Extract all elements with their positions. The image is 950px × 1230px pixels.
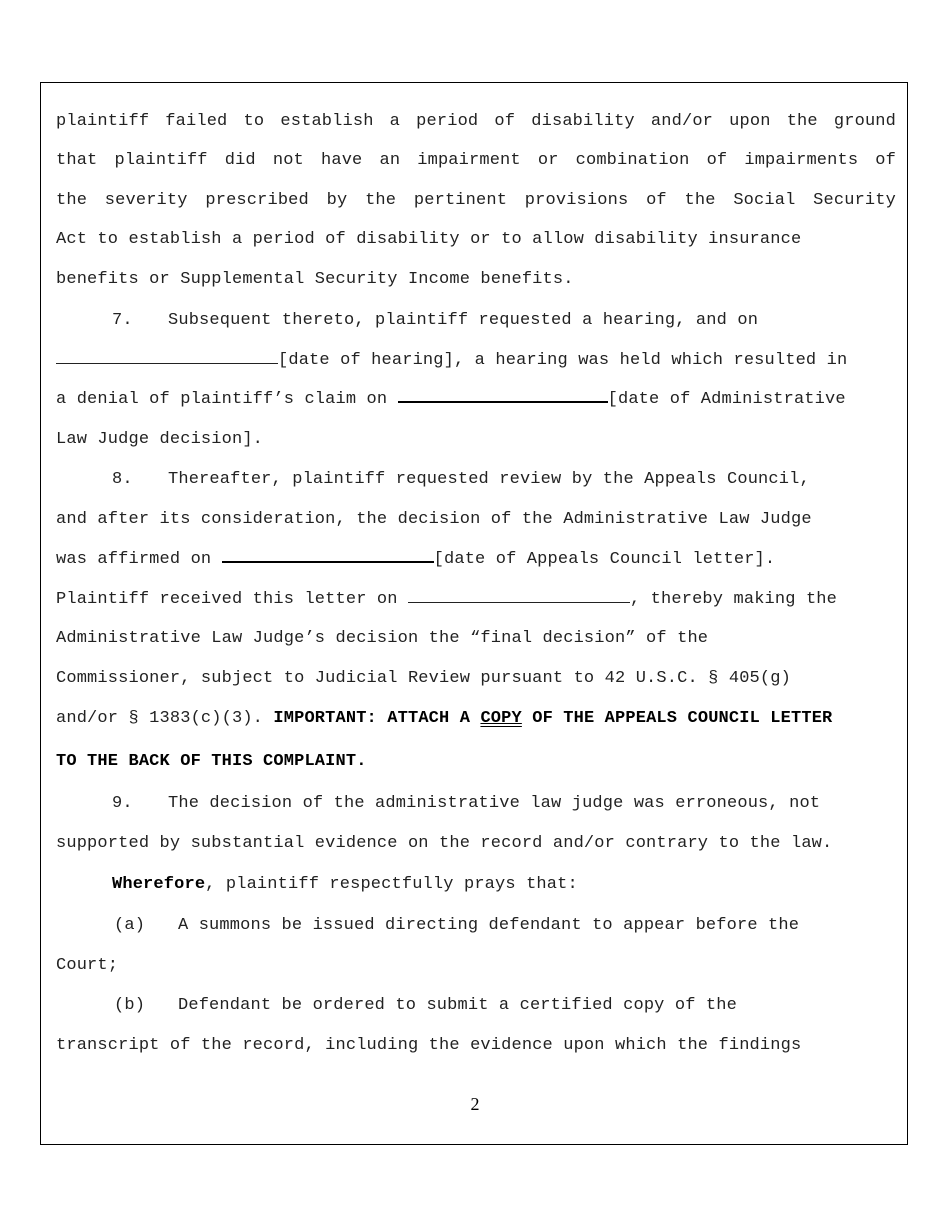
wherefore-bold: Wherefore [112, 875, 206, 894]
page-number: 2 [470, 1094, 480, 1114]
para8-line6: Commissioner, subject to Judicial Review pursuant to 42 U.S.C. § 405(g) [56, 669, 791, 688]
item-a-label: (a) [114, 916, 146, 935]
para8-line2: and after its consideration, the decision of the Administrative Law Judge [56, 510, 812, 529]
important-notice-b: OF THE APPEALS COUNCIL LETTER [521, 709, 833, 728]
item-b-line2: transcript of the record, including the evidence upon which the findings [56, 1036, 802, 1055]
para8-line3 [56, 540, 775, 580]
para6-line1: plaintiff failed to establish a period of disability and/or upon the ground [56, 112, 896, 131]
para8-line4 [56, 580, 837, 620]
para8-line7-text: and/or § 1383(c)(3). [56, 709, 274, 728]
important-notice-line2: TO THE BACK OF THIS COMPLAINT. [56, 752, 367, 771]
item-b-line1: Defendant be ordered to submit a certified copy of the [178, 996, 737, 1015]
date-of-appeals-council-letter-blank[interactable] [222, 560, 434, 563]
para8-number: 8. [112, 470, 133, 489]
para9-line2: supported by substantial evidence on the record and/or contrary to the law. [56, 834, 833, 853]
para6-line5: benefits or Supplemental Security Income benefits. [56, 270, 574, 289]
date-of-hearing-blank[interactable] [56, 362, 278, 364]
para7-line3-text: a denial of plaintiff’s claim on [56, 390, 398, 409]
para7-line2 [56, 341, 847, 381]
item-b-label: (b) [114, 996, 146, 1015]
para7-line2-text: [date of hearing], a hearing was held which resulted in [278, 351, 848, 370]
para7-number: 7. [112, 311, 133, 330]
item-a-line1: A summons be issued directing defendant to appear before the [178, 916, 800, 935]
para6-line4: Act to establish a period of disability or to allow disability insurance [56, 230, 802, 249]
para8-line7 [56, 699, 832, 739]
para8-line5: Administrative Law Judge’s decision the “final decision” of the [56, 629, 709, 648]
important-notice-a: IMPORTANT: ATTACH A [273, 709, 481, 728]
para6-line2: that plaintiff did not have an impairment or combination of impairments of [56, 151, 896, 170]
para8-line3-text: was affirmed on [56, 550, 222, 569]
para8-line4-text: Plaintiff received this letter on [56, 590, 408, 609]
para9-number: 9. [112, 794, 133, 813]
date-of-alj-decision-blank[interactable] [398, 400, 608, 403]
para7-line4: Law Judge decision]. [56, 430, 264, 449]
para7-line3 [56, 380, 846, 420]
important-notice-copy: COPY [480, 709, 522, 728]
para8-line1: Thereafter, plaintiff requested review by the Appeals Council, [168, 470, 810, 489]
wherefore-line [112, 865, 578, 905]
para8-line3-tail: [date of Appeals Council letter]. [433, 550, 776, 569]
date-letter-received-blank[interactable] [408, 601, 630, 603]
para7-line3-tail: [date of Administrative [607, 390, 846, 409]
wherefore-text: , plaintiff respectfully prays that: [205, 875, 578, 894]
para9-line1: The decision of the administrative law judge was erroneous, not [168, 794, 821, 813]
para6-line3: the severity prescribed by the pertinent provisions of the Social Security [56, 191, 896, 210]
para7-line1: Subsequent thereto, plaintiff requested a hearing, and on [168, 311, 759, 330]
item-a-line2: Court; [56, 956, 119, 975]
para8-line4-tail: , thereby making the [629, 590, 838, 609]
